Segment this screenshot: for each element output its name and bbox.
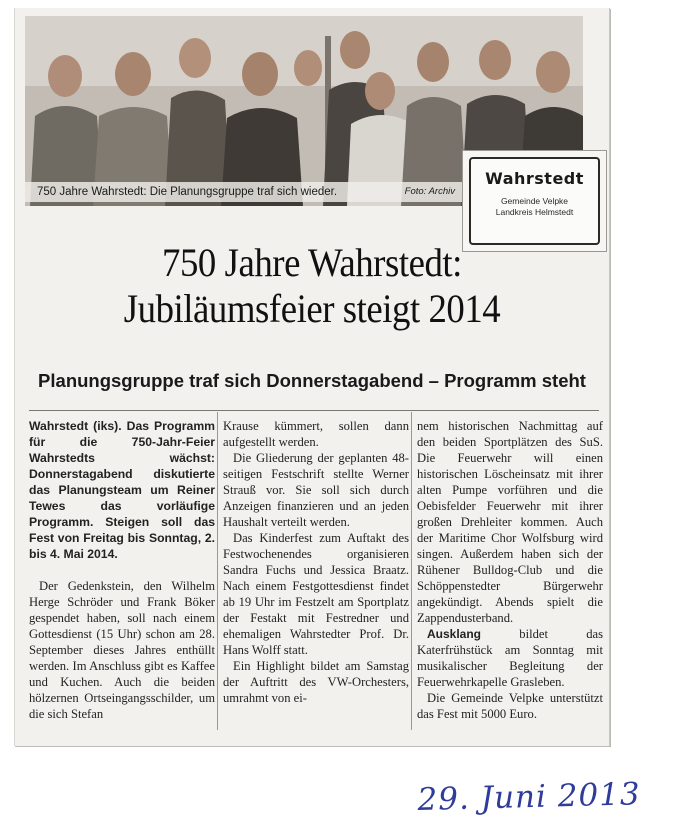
article-lead: Wahrstedt (iks). Das Programm für die 750-Jahr-Feier Wahrstedts wächst: Donnerstagabend diskutierte das Planungsteam um Reiner Tewes das vorläufige Programm. Steigen soll das Fest von Freitag bis Sonntag, 2. bis 4. Mai 2014. xyxy=(29,419,215,561)
article-paragraph: nem historischen Nachmittag auf den beiden Sportplätzen des SuS. Die Feuerwehr will einen historischen Löscheinsatz mit ihrer alten Pumpe vorführen und die Oebisfelder Feuerwehr mit ihrer großen Drehleiter kommen. Auch der Maritime Chor Wolfsburg wird singen. Außerdem haben sich der Rühener Bulldog-Club und die Schöppenstedter Bürgerwehr angekündigt. Abends spielt die Zappendusterband. xyxy=(417,419,603,625)
headline-rule xyxy=(29,410,599,411)
town-sign-municipality: Gemeinde Velpke xyxy=(500,196,569,206)
headline-line-2: Jubiläumsfeier steigt 2014 xyxy=(123,286,501,331)
article-paragraph: Der Gedenkstein, den Wilhelm Herge Schröder und Frank Böker gespendet haben, soll nach einem Gottesdienst (15 Uhr) schon am 28. September dieses Jahres enthüllt werden. Im Anschluss gibt es Kaffee und Kuchen. Auch die beiden hölzernen Ortseingangsschilder, um die sich Stefan xyxy=(29,579,215,721)
article-column-3 xyxy=(417,418,603,722)
photo-caption-text: 750 Jahre Wahrstedt: Die Planungsgruppe traf sich wieder. xyxy=(37,186,338,198)
article-paragraph xyxy=(417,626,603,690)
article-paragraph: Das Kinderfest zum Auftakt des Festwochenendes organisieren Sandra Fuchs und Jessica Braatz. Nach einem Festgottesdienst findet ab 19 Uhr im Festzelt am Sportplatz der Festakt mit Festredner und ehemaligen Wahrstedter Prof. Dr. Hans Wolff statt. xyxy=(223,531,409,657)
photo-credit: Foto: Archiv xyxy=(404,186,455,197)
article-column-2 xyxy=(223,418,409,706)
article-paragraph: Die Gemeinde Velpke unterstützt das Fest mit 5000 Euro. xyxy=(417,691,603,721)
town-sign-name: Wahrstedt xyxy=(485,169,584,188)
photo-caption xyxy=(25,182,463,202)
article-paragraph: Die Gliederung der geplanten 48-seitigen Festschrift stellte Werner Strauß vor. Sie soll sich durch Anzeigen finanzieren und an jeden Haushalt verteilt werden. xyxy=(223,451,409,529)
column-rule-2 xyxy=(411,412,412,730)
article-column-1 xyxy=(29,418,215,722)
column-rule-1 xyxy=(217,412,218,730)
subheadline: Planungsgruppe traf sich Donnerstagabend – Programm steht xyxy=(38,370,586,391)
town-sign-plate xyxy=(469,157,600,245)
headline xyxy=(39,240,585,332)
article-paragraph: Krause kümmert, sollen dann aufgestellt werden. xyxy=(223,419,409,449)
handwritten-date: 29. Juni 2013 xyxy=(417,776,642,818)
town-sign-district: Landkreis Helmstedt xyxy=(495,207,574,217)
paragraph-lead-word: Ausklang xyxy=(427,627,482,641)
town-sign xyxy=(462,150,607,252)
headline-line-1: 750 Jahre Wahrstedt: xyxy=(162,240,462,285)
paragraph-text: bildet das Katerfrühstück am Sonntag mit musikalischer Begleitung der Feuerwehrkapelle Grasleben. xyxy=(417,627,603,689)
newspaper-clipping xyxy=(14,8,610,746)
article-paragraph: Ein Highlight bildet am Samstag der Auftritt des VW-Orchesters, umrahmt von ei- xyxy=(223,659,409,705)
